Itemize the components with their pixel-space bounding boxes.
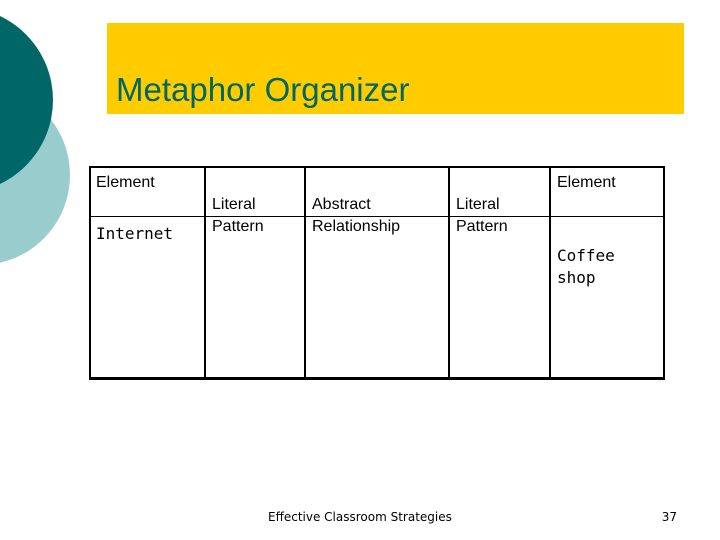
table-border-left xyxy=(89,166,91,380)
page-number: 37 xyxy=(661,510,677,524)
table-border-right xyxy=(663,166,665,380)
header-literal-pattern-right: Literal Pattern xyxy=(456,196,508,235)
table-col-divider-2 xyxy=(304,166,306,380)
table-col-divider-1-body xyxy=(204,216,206,380)
metaphor-table xyxy=(89,166,665,380)
title-bar xyxy=(107,23,684,114)
header-element-left: Element xyxy=(96,174,155,191)
decorative-circles xyxy=(0,0,90,300)
cell-left-element: Internet xyxy=(96,224,174,243)
slide-title: Metaphor Organizer xyxy=(116,71,410,108)
table-border-bottom xyxy=(89,377,665,380)
header-element-right: Element xyxy=(557,174,616,191)
cell-right-element: Coffee shop xyxy=(557,246,615,287)
header-abstract-relationship: Abstract Relationship xyxy=(312,196,401,235)
table-col-divider-1 xyxy=(204,166,206,216)
slide-footer xyxy=(0,510,720,526)
header-literal-pattern-left: Literal Pattern xyxy=(212,196,264,235)
table-col-divider-3 xyxy=(448,166,450,380)
table-col-divider-4 xyxy=(549,166,551,380)
table-border-top xyxy=(89,166,665,168)
footer-text: Effective Classroom Strategies xyxy=(268,510,452,524)
